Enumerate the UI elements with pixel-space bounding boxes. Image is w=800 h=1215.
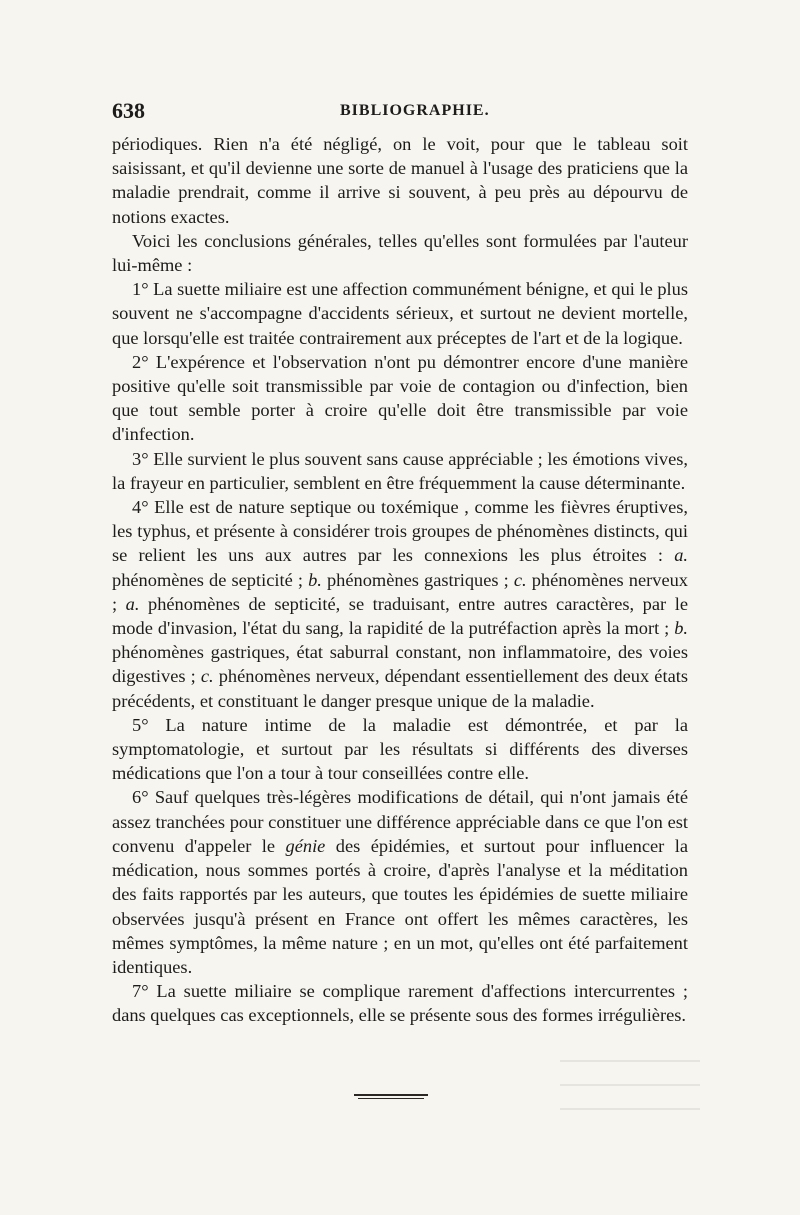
italic-letter: a. xyxy=(674,545,688,566)
bleed-through-texture xyxy=(560,1040,700,1110)
italic-letter: c. xyxy=(513,569,527,590)
paragraph-conclusion-5: 5° La nature intime de la maladie est démontrée, et par la symptomatologie, et surtout par les résultats si différents des diverses médications que l'on a tour à tour conseillées contre elle. xyxy=(112,714,688,784)
paragraph-conclusion-4 xyxy=(112,495,688,713)
text-run: phénomènes nerveux, dépendant essentiellement des deux états précédents, et constituant le danger presque unique de la maladie. xyxy=(112,666,688,711)
text-run: phénomènes gastriques ; xyxy=(321,569,514,590)
paragraph-conclusions-lead: Voici les conclusions générales, telles qu'elles sont formulées par l'auteur lui-même : xyxy=(112,230,688,276)
italic-letter: b. xyxy=(308,569,322,590)
italic-word: génie xyxy=(285,835,326,856)
italic-letter: b. xyxy=(674,618,688,639)
text-run: phénomènes nerveux ; xyxy=(112,569,688,614)
section-divider-thin xyxy=(358,1098,424,1099)
text-run: phénomènes de septicité, se traduisant, entre autres caractères, par le mode d'invasion, l'état du sang, la rapidité de la putréfaction après la mort ; xyxy=(112,593,688,639)
text-run: des épidémies, et surtout pour influencer la médication, nous sommes portés à croire, d'après l'analyse et la méditation des faits rapportés par les auteurs, que toutes les épidémies de suette miliaire observées jusqu'à présent en France ont offert les mêmes caractères, les mêmes symptômes, la même nature ; en un mot, qu'elles ont été parfaitement identiques. xyxy=(112,835,688,977)
page-header xyxy=(112,98,688,128)
paragraph-conclusion-7: 7° La suette miliaire se complique rarement d'affections intercurrentes ; dans quelques cas exceptionnels, elle se présente sous des formes irrégulières. xyxy=(112,981,688,1026)
italic-letter: a. xyxy=(125,593,140,614)
text-run: phénomènes gastriques, état saburral constant, non inflammatoire, des voies digestives ; xyxy=(112,642,688,687)
text-run: phénomènes de septicité ; xyxy=(112,569,309,590)
section-divider xyxy=(354,1094,428,1096)
page-number: 638 xyxy=(112,98,145,123)
paragraph-conclusion-1: 1° La suette miliaire est une affection communément bénigne, et qui le plus souvent ne s'accompagne d'accidents sérieux, et surtout ne devient mortelle, que lorsqu'elle est traitée contrairement aux préceptes de l'art et de la logique. xyxy=(112,279,689,348)
running-title: BIBLIOGRAPHIE. xyxy=(340,102,490,119)
body-text xyxy=(112,132,688,1028)
text-run: 6° Sauf quelques très-légères modifications de détail, qui n'ont jamais été assez tranchées pour constituer une différence appréciable dans ce que l'on est convenu d'appeler le xyxy=(112,787,688,856)
text-run: 4° Elle est de nature septique ou toxémique , comme les fièvres éruptives, les typhus, et présente à considérer trois groupes de phénomènes distincts, qui se relient les uns aux autres par les connexions les plus étroites : xyxy=(112,497,688,566)
paragraph-conclusion-6 xyxy=(112,785,688,979)
italic-letter: c. xyxy=(200,666,214,687)
paragraph-conclusion-2: 2° L'expérence et l'observation n'ont pu démontrer encore d'une manière positive qu'elle soit transmissible par voie de contagion ou d'infection, bien que tout semble porter à croire qu'elle doit être transmissible par voie d'infection. xyxy=(112,351,688,445)
paragraph-conclusion-3: 3° Elle survient le plus souvent sans cause appréciable ; les émotions vives, la frayeur en particulier, semblent en être fréquemment la cause déterminante. xyxy=(112,448,688,493)
paragraph-intro: périodiques. Rien n'a été négligé, on le voit, pour que le tableau soit saisissant, et qu'il devienne une sorte de manuel à l'usage des praticiens que la maladie prendrait, comme il arrive si souvent, à peu près au dépourvu de notions exactes. xyxy=(112,134,688,227)
